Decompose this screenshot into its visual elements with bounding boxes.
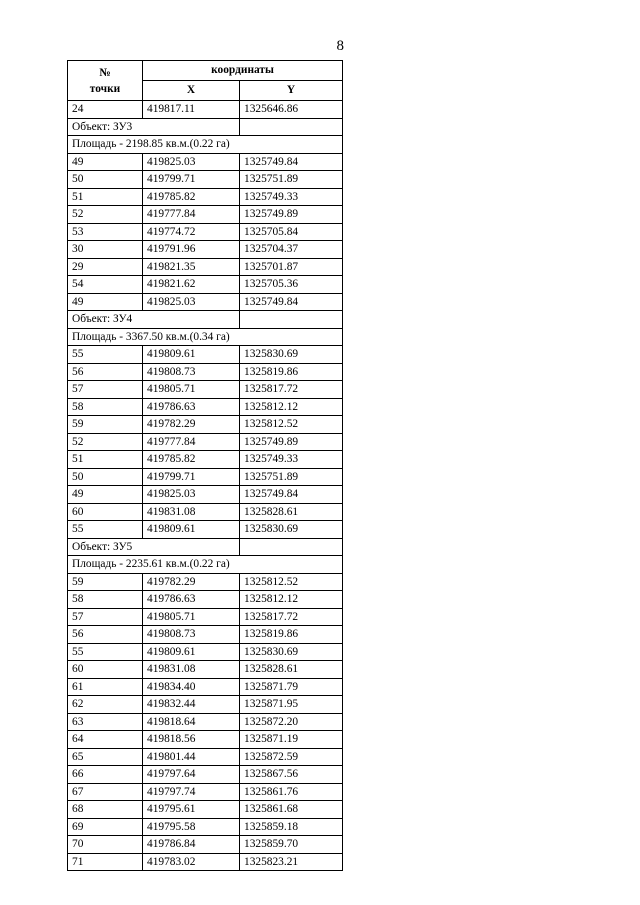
x-coordinate-cell: 419817.11 (143, 101, 240, 119)
y-coordinate-cell: 1325812.12 (240, 591, 343, 609)
area-row (68, 136, 343, 154)
table-row (68, 836, 343, 854)
x-coordinate-cell: 419785.82 (143, 451, 240, 469)
x-coordinate-cell: 419777.84 (143, 433, 240, 451)
object-label: Объект: ЗУ5 (68, 538, 240, 556)
table-row (68, 608, 343, 626)
point-number-cell: 52 (68, 206, 143, 224)
x-coordinate-cell: 419831.08 (143, 661, 240, 679)
table-row (68, 503, 343, 521)
point-number-cell: 24 (68, 101, 143, 119)
x-header: X (143, 81, 240, 101)
table-row (68, 433, 343, 451)
y-coordinate-cell: 1325705.84 (240, 223, 343, 241)
object-row (68, 311, 343, 329)
table-row (68, 486, 343, 504)
table-row (68, 171, 343, 189)
table-row (68, 293, 343, 311)
point-number-cell: 67 (68, 783, 143, 801)
area-label: Площадь - 2235.61 кв.м.(0.22 га) (68, 556, 343, 574)
table-row (68, 451, 343, 469)
table-row (68, 276, 343, 294)
point-number-cell: 57 (68, 608, 143, 626)
point-number-cell: 69 (68, 818, 143, 836)
y-coordinate-cell: 1325701.87 (240, 258, 343, 276)
page-number: 8 (336, 38, 344, 54)
point-number-cell: 51 (68, 451, 143, 469)
point-number-cell: 65 (68, 748, 143, 766)
x-coordinate-cell: 419805.71 (143, 381, 240, 399)
y-coordinate-cell: 1325872.59 (240, 748, 343, 766)
area-row (68, 328, 343, 346)
x-coordinate-cell: 419805.71 (143, 608, 240, 626)
y-coordinate-cell: 1325872.20 (240, 713, 343, 731)
x-coordinate-cell: 419825.03 (143, 153, 240, 171)
point-number-cell: 59 (68, 573, 143, 591)
coordinates-header: координаты (143, 61, 343, 81)
table-row (68, 818, 343, 836)
point-number-cell: 51 (68, 188, 143, 206)
y-coordinate-cell: 1325751.89 (240, 171, 343, 189)
table-row (68, 678, 343, 696)
point-number-symbol: № (99, 66, 111, 79)
table-row (68, 801, 343, 819)
point-number-cell: 29 (68, 258, 143, 276)
table-row (68, 206, 343, 224)
x-coordinate-cell: 419774.72 (143, 223, 240, 241)
y-coordinate-cell: 1325861.68 (240, 801, 343, 819)
point-number-cell: 56 (68, 363, 143, 381)
x-coordinate-cell: 419777.84 (143, 206, 240, 224)
y-coordinate-cell: 1325823.21 (240, 853, 343, 871)
y-coordinate-cell: 1325871.95 (240, 696, 343, 714)
x-coordinate-cell: 419832.44 (143, 696, 240, 714)
y-coordinate-cell: 1325749.33 (240, 188, 343, 206)
y-coordinate-cell: 1325749.33 (240, 451, 343, 469)
x-coordinate-cell: 419825.03 (143, 293, 240, 311)
area-label: Площадь - 3367.50 кв.м.(0.34 га) (68, 328, 343, 346)
table-row (68, 643, 343, 661)
table-row (68, 626, 343, 644)
table-row (68, 101, 343, 119)
table-row (68, 731, 343, 749)
coordinates-table (67, 60, 343, 871)
y-coordinate-cell: 1325861.76 (240, 783, 343, 801)
x-coordinate-cell: 419818.56 (143, 731, 240, 749)
y-coordinate-cell: 1325812.52 (240, 416, 343, 434)
point-number-cell: 63 (68, 713, 143, 731)
table-row (68, 468, 343, 486)
point-number-cell: 55 (68, 643, 143, 661)
x-coordinate-cell: 419783.02 (143, 853, 240, 871)
point-number-cell: 59 (68, 416, 143, 434)
area-row (68, 556, 343, 574)
point-number-cell: 49 (68, 153, 143, 171)
point-number-cell: 64 (68, 731, 143, 749)
y-coordinate-cell: 1325830.69 (240, 346, 343, 364)
x-coordinate-cell: 419831.08 (143, 503, 240, 521)
y-coordinate-cell: 1325828.61 (240, 661, 343, 679)
table-row (68, 416, 343, 434)
table-row (68, 346, 343, 364)
x-coordinate-cell: 419821.35 (143, 258, 240, 276)
point-number-cell: 58 (68, 591, 143, 609)
table-row (68, 153, 343, 171)
point-number-cell: 56 (68, 626, 143, 644)
x-coordinate-cell: 419785.82 (143, 188, 240, 206)
point-number-cell: 57 (68, 381, 143, 399)
table-row (68, 521, 343, 539)
x-coordinate-cell: 419797.64 (143, 766, 240, 784)
y-coordinate-cell: 1325749.84 (240, 486, 343, 504)
table-row (68, 661, 343, 679)
table-row (68, 573, 343, 591)
y-coordinate-cell: 1325749.84 (240, 153, 343, 171)
x-coordinate-cell: 419834.40 (143, 678, 240, 696)
y-coordinate-cell: 1325871.19 (240, 731, 343, 749)
y-coordinate-cell: 1325749.84 (240, 293, 343, 311)
table-row (68, 713, 343, 731)
x-coordinate-cell: 419809.61 (143, 521, 240, 539)
table-row (68, 363, 343, 381)
table-row (68, 591, 343, 609)
y-coordinate-cell: 1325749.89 (240, 433, 343, 451)
point-number-cell: 60 (68, 503, 143, 521)
point-number-cell: 62 (68, 696, 143, 714)
object-row (68, 538, 343, 556)
point-number-cell: 55 (68, 346, 143, 364)
y-coordinate-cell: 1325751.89 (240, 468, 343, 486)
y-coordinate-cell: 1325830.69 (240, 643, 343, 661)
point-number-cell: 49 (68, 486, 143, 504)
y-coordinate-cell: 1325704.37 (240, 241, 343, 259)
x-coordinate-cell: 419786.63 (143, 591, 240, 609)
x-coordinate-cell: 419795.61 (143, 801, 240, 819)
y-coordinate-cell: 1325859.70 (240, 836, 343, 854)
y-coordinate-cell: 1325828.61 (240, 503, 343, 521)
y-coordinate-cell: 1325819.86 (240, 626, 343, 644)
x-coordinate-cell: 419786.63 (143, 398, 240, 416)
table-header (68, 61, 343, 101)
point-number-cell: 55 (68, 521, 143, 539)
y-coordinate-cell: 1325819.86 (240, 363, 343, 381)
point-number-cell: 30 (68, 241, 143, 259)
x-coordinate-cell: 419795.58 (143, 818, 240, 836)
x-coordinate-cell: 419801.44 (143, 748, 240, 766)
area-label: Площадь - 2198.85 кв.м.(0.22 га) (68, 136, 343, 154)
y-coordinate-cell: 1325867.56 (240, 766, 343, 784)
table-row (68, 748, 343, 766)
y-header: Y (240, 81, 343, 101)
table-row (68, 766, 343, 784)
y-coordinate-cell: 1325830.69 (240, 521, 343, 539)
x-coordinate-cell: 419818.64 (143, 713, 240, 731)
x-coordinate-cell: 419808.73 (143, 363, 240, 381)
point-number-cell: 49 (68, 293, 143, 311)
empty-cell (240, 118, 343, 136)
y-coordinate-cell: 1325749.89 (240, 206, 343, 224)
table-row (68, 398, 343, 416)
point-number-cell: 70 (68, 836, 143, 854)
x-coordinate-cell: 419782.29 (143, 416, 240, 434)
x-coordinate-cell: 419799.71 (143, 171, 240, 189)
table-row (68, 696, 343, 714)
table-body (68, 101, 343, 871)
point-number-header (68, 61, 143, 101)
point-number-cell: 66 (68, 766, 143, 784)
x-coordinate-cell: 419808.73 (143, 626, 240, 644)
empty-cell (240, 538, 343, 556)
point-number-cell: 50 (68, 171, 143, 189)
x-coordinate-cell: 419791.96 (143, 241, 240, 259)
y-coordinate-cell: 1325859.18 (240, 818, 343, 836)
x-coordinate-cell: 419782.29 (143, 573, 240, 591)
point-number-cell: 50 (68, 468, 143, 486)
empty-cell (240, 311, 343, 329)
point-number-cell: 54 (68, 276, 143, 294)
x-coordinate-cell: 419821.62 (143, 276, 240, 294)
y-coordinate-cell: 1325812.12 (240, 398, 343, 416)
table-row (68, 258, 343, 276)
x-coordinate-cell: 419809.61 (143, 346, 240, 364)
point-number-cell: 52 (68, 433, 143, 451)
table-row (68, 853, 343, 871)
point-number-cell: 61 (68, 678, 143, 696)
point-number-cell: 71 (68, 853, 143, 871)
y-coordinate-cell: 1325817.72 (240, 381, 343, 399)
table-row (68, 241, 343, 259)
point-number-cell: 53 (68, 223, 143, 241)
table-row (68, 783, 343, 801)
point-number-cell: 60 (68, 661, 143, 679)
x-coordinate-cell: 419799.71 (143, 468, 240, 486)
point-number-cell: 58 (68, 398, 143, 416)
table-row (68, 223, 343, 241)
y-coordinate-cell: 1325817.72 (240, 608, 343, 626)
y-coordinate-cell: 1325705.36 (240, 276, 343, 294)
point-number-cell: 68 (68, 801, 143, 819)
object-label: Объект: ЗУ3 (68, 118, 240, 136)
table-row (68, 381, 343, 399)
object-label: Объект: ЗУ4 (68, 311, 240, 329)
x-coordinate-cell: 419786.84 (143, 836, 240, 854)
object-row (68, 118, 343, 136)
table-row (68, 188, 343, 206)
y-coordinate-cell: 1325812.52 (240, 573, 343, 591)
x-coordinate-cell: 419797.74 (143, 783, 240, 801)
x-coordinate-cell: 419825.03 (143, 486, 240, 504)
point-number-label: точки (89, 82, 121, 95)
y-coordinate-cell: 1325871.79 (240, 678, 343, 696)
y-coordinate-cell: 1325646.86 (240, 101, 343, 119)
x-coordinate-cell: 419809.61 (143, 643, 240, 661)
